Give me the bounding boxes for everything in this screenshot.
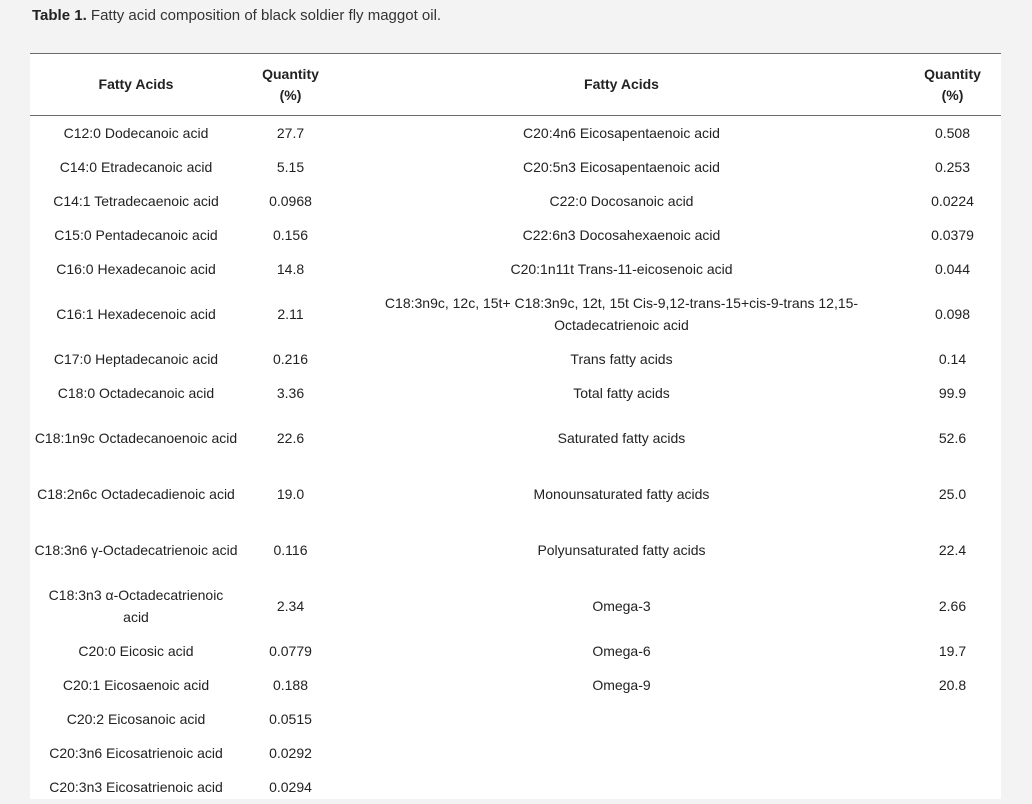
cell-quantity: 0.216 bbox=[272, 350, 309, 367]
table-row bbox=[30, 770, 1001, 804]
cell-acid-2: C22:0 Docosanoic acid bbox=[549, 192, 694, 209]
cell-acid: C20:0 Eicosic acid bbox=[78, 642, 194, 659]
cell-quantity: 0.188 bbox=[272, 676, 309, 693]
cell-quantity-2: 22.4 bbox=[938, 541, 967, 558]
cell-acid: C12:0 Dodecanoic acid bbox=[63, 124, 209, 141]
cell-acid-2: C20:5n3 Eicosapentaenoic acid bbox=[523, 158, 720, 175]
cell-acid-2: C22:6n3 Docosahexaenoic acid bbox=[522, 226, 721, 243]
table-row bbox=[30, 578, 1001, 634]
cell-quantity-2 bbox=[904, 702, 1001, 736]
cell-quantity: 3.36 bbox=[276, 384, 305, 401]
cell-acid-2: Omega-6 bbox=[592, 642, 651, 659]
cell-quantity: 0.0292 bbox=[269, 744, 312, 761]
cell-quantity: 0.0515 bbox=[269, 710, 312, 727]
cell-acid: C20:3n6 Eicosatrienoic acid bbox=[49, 744, 223, 761]
header-fatty-acids: Fatty Acids bbox=[30, 54, 242, 116]
cell-quantity-2 bbox=[904, 770, 1001, 804]
cell-quantity: 0.0968 bbox=[269, 192, 312, 209]
caption-text: Fatty acid composition of black soldier fly maggot oil. bbox=[90, 7, 442, 24]
cell-quantity-2: 0.0224 bbox=[931, 192, 974, 209]
cell-acid-2: C20:4n6 Eicosapentaenoic acid bbox=[523, 124, 720, 141]
cell-quantity: 19.0 bbox=[276, 485, 305, 502]
cell-quantity-2: 2.66 bbox=[938, 597, 967, 614]
cell-acid-2: Omega-3 bbox=[592, 597, 651, 614]
cell-quantity-2: 0.508 bbox=[934, 124, 971, 141]
cell-quantity: 0.0779 bbox=[269, 642, 312, 659]
cell-acid: C16:0 Hexadecanoic acid bbox=[56, 260, 216, 277]
cell-acid-2: Total fatty acids bbox=[573, 384, 670, 401]
cell-acid-2: C18:3n9c, 12c, 15t+ C18:3n9c, 12t, 15t Cis-9,12-trans-15+cis-9-trans 12,15-Octadecatrienoic acid bbox=[384, 294, 859, 333]
cell-quantity-2: 52.6 bbox=[938, 429, 967, 446]
table-row bbox=[30, 116, 1001, 150]
cell-quantity-2: 99.9 bbox=[938, 384, 967, 401]
cell-acid-2 bbox=[339, 736, 904, 770]
cell-acid: C18:1n9c Octadecanoenoic acid bbox=[34, 429, 238, 446]
cell-quantity-2: 20.8 bbox=[938, 676, 967, 693]
cell-quantity-2: 0.044 bbox=[934, 260, 971, 277]
cell-quantity-2: 19.7 bbox=[938, 642, 967, 659]
cell-quantity: 0.0294 bbox=[269, 778, 312, 795]
caption-label: Table 1. bbox=[32, 7, 87, 24]
table-row bbox=[30, 736, 1001, 770]
table-row bbox=[30, 522, 1001, 578]
cell-quantity-2: 0.098 bbox=[934, 305, 971, 322]
cell-acid-2: Polyunsaturated fatty acids bbox=[537, 541, 706, 558]
table-row bbox=[30, 150, 1001, 184]
cell-acid: C20:1 Eicosaenoic acid bbox=[62, 676, 210, 693]
cell-quantity: 5.15 bbox=[276, 158, 305, 175]
cell-acid-2 bbox=[339, 702, 904, 736]
fatty-acid-table bbox=[30, 54, 1001, 804]
cell-acid: C20:2 Eicosanoic acid bbox=[66, 710, 206, 727]
cell-quantity-2: 25.0 bbox=[938, 485, 967, 502]
header-quantity-text: Quantity (%) bbox=[262, 65, 319, 103]
cell-acid: C15:0 Pentadecanoic acid bbox=[54, 226, 218, 243]
cell-acid-2: Trans fatty acids bbox=[570, 350, 673, 367]
cell-acid-2: Omega-9 bbox=[592, 676, 651, 693]
table-row bbox=[30, 286, 1001, 342]
table-row bbox=[30, 634, 1001, 668]
cell-acid: C18:0 Octadecanoic acid bbox=[57, 384, 215, 401]
cell-quantity: 2.11 bbox=[277, 305, 304, 322]
cell-acid: C18:3n3 α-Octadecatrienoic acid bbox=[48, 586, 224, 625]
cell-quantity-2: 0.14 bbox=[938, 350, 967, 367]
header-quantity-2-text: Quantity (%) bbox=[924, 65, 981, 103]
cell-quantity: 27.7 bbox=[276, 124, 305, 141]
cell-acid: C16:1 Hexadecenoic acid bbox=[56, 305, 216, 322]
table-row bbox=[30, 466, 1001, 522]
cell-quantity-2 bbox=[904, 736, 1001, 770]
cell-acid: C14:0 Etradecanoic acid bbox=[59, 158, 213, 175]
table-row bbox=[30, 342, 1001, 376]
cell-acid: C17:0 Heptadecanoic acid bbox=[53, 350, 219, 367]
cell-acid: C14:1 Tetradecaenoic acid bbox=[53, 192, 219, 209]
cell-acid: C18:2n6c Octadecadienoic acid bbox=[37, 485, 235, 502]
table-row bbox=[30, 410, 1001, 466]
cell-quantity: 0.156 bbox=[272, 226, 309, 243]
header-fatty-acids-2: Fatty Acids bbox=[339, 54, 904, 116]
table-row bbox=[30, 218, 1001, 252]
cell-quantity-2: 0.253 bbox=[934, 158, 971, 175]
table-row bbox=[30, 702, 1001, 736]
cell-quantity: 14.8 bbox=[276, 260, 305, 277]
table-row bbox=[30, 252, 1001, 286]
table-caption bbox=[32, 7, 441, 24]
cell-acid-2: Monounsaturated fatty acids bbox=[533, 485, 710, 502]
header-quantity bbox=[242, 54, 339, 116]
cell-acid: C20:3n3 Eicosatrienoic acid bbox=[49, 778, 223, 795]
cell-quantity: 2.34 bbox=[276, 597, 305, 614]
cell-acid: C18:3n6 γ-Octadecatrienoic acid bbox=[34, 541, 238, 558]
cell-quantity: 0.116 bbox=[273, 541, 308, 558]
header-quantity-2 bbox=[904, 54, 1001, 116]
table-row bbox=[30, 668, 1001, 702]
cell-acid-2 bbox=[339, 770, 904, 804]
cell-acid-2: C20:1n11t Trans-11-eicosenoic acid bbox=[510, 260, 733, 277]
table-row bbox=[30, 376, 1001, 410]
cell-quantity: 22.6 bbox=[276, 429, 305, 446]
table-row bbox=[30, 184, 1001, 218]
cell-acid-2: Saturated fatty acids bbox=[557, 429, 686, 446]
cell-quantity-2: 0.0379 bbox=[931, 226, 974, 243]
fatty-acid-table-container bbox=[30, 53, 1001, 799]
table-header-row bbox=[30, 54, 1001, 116]
